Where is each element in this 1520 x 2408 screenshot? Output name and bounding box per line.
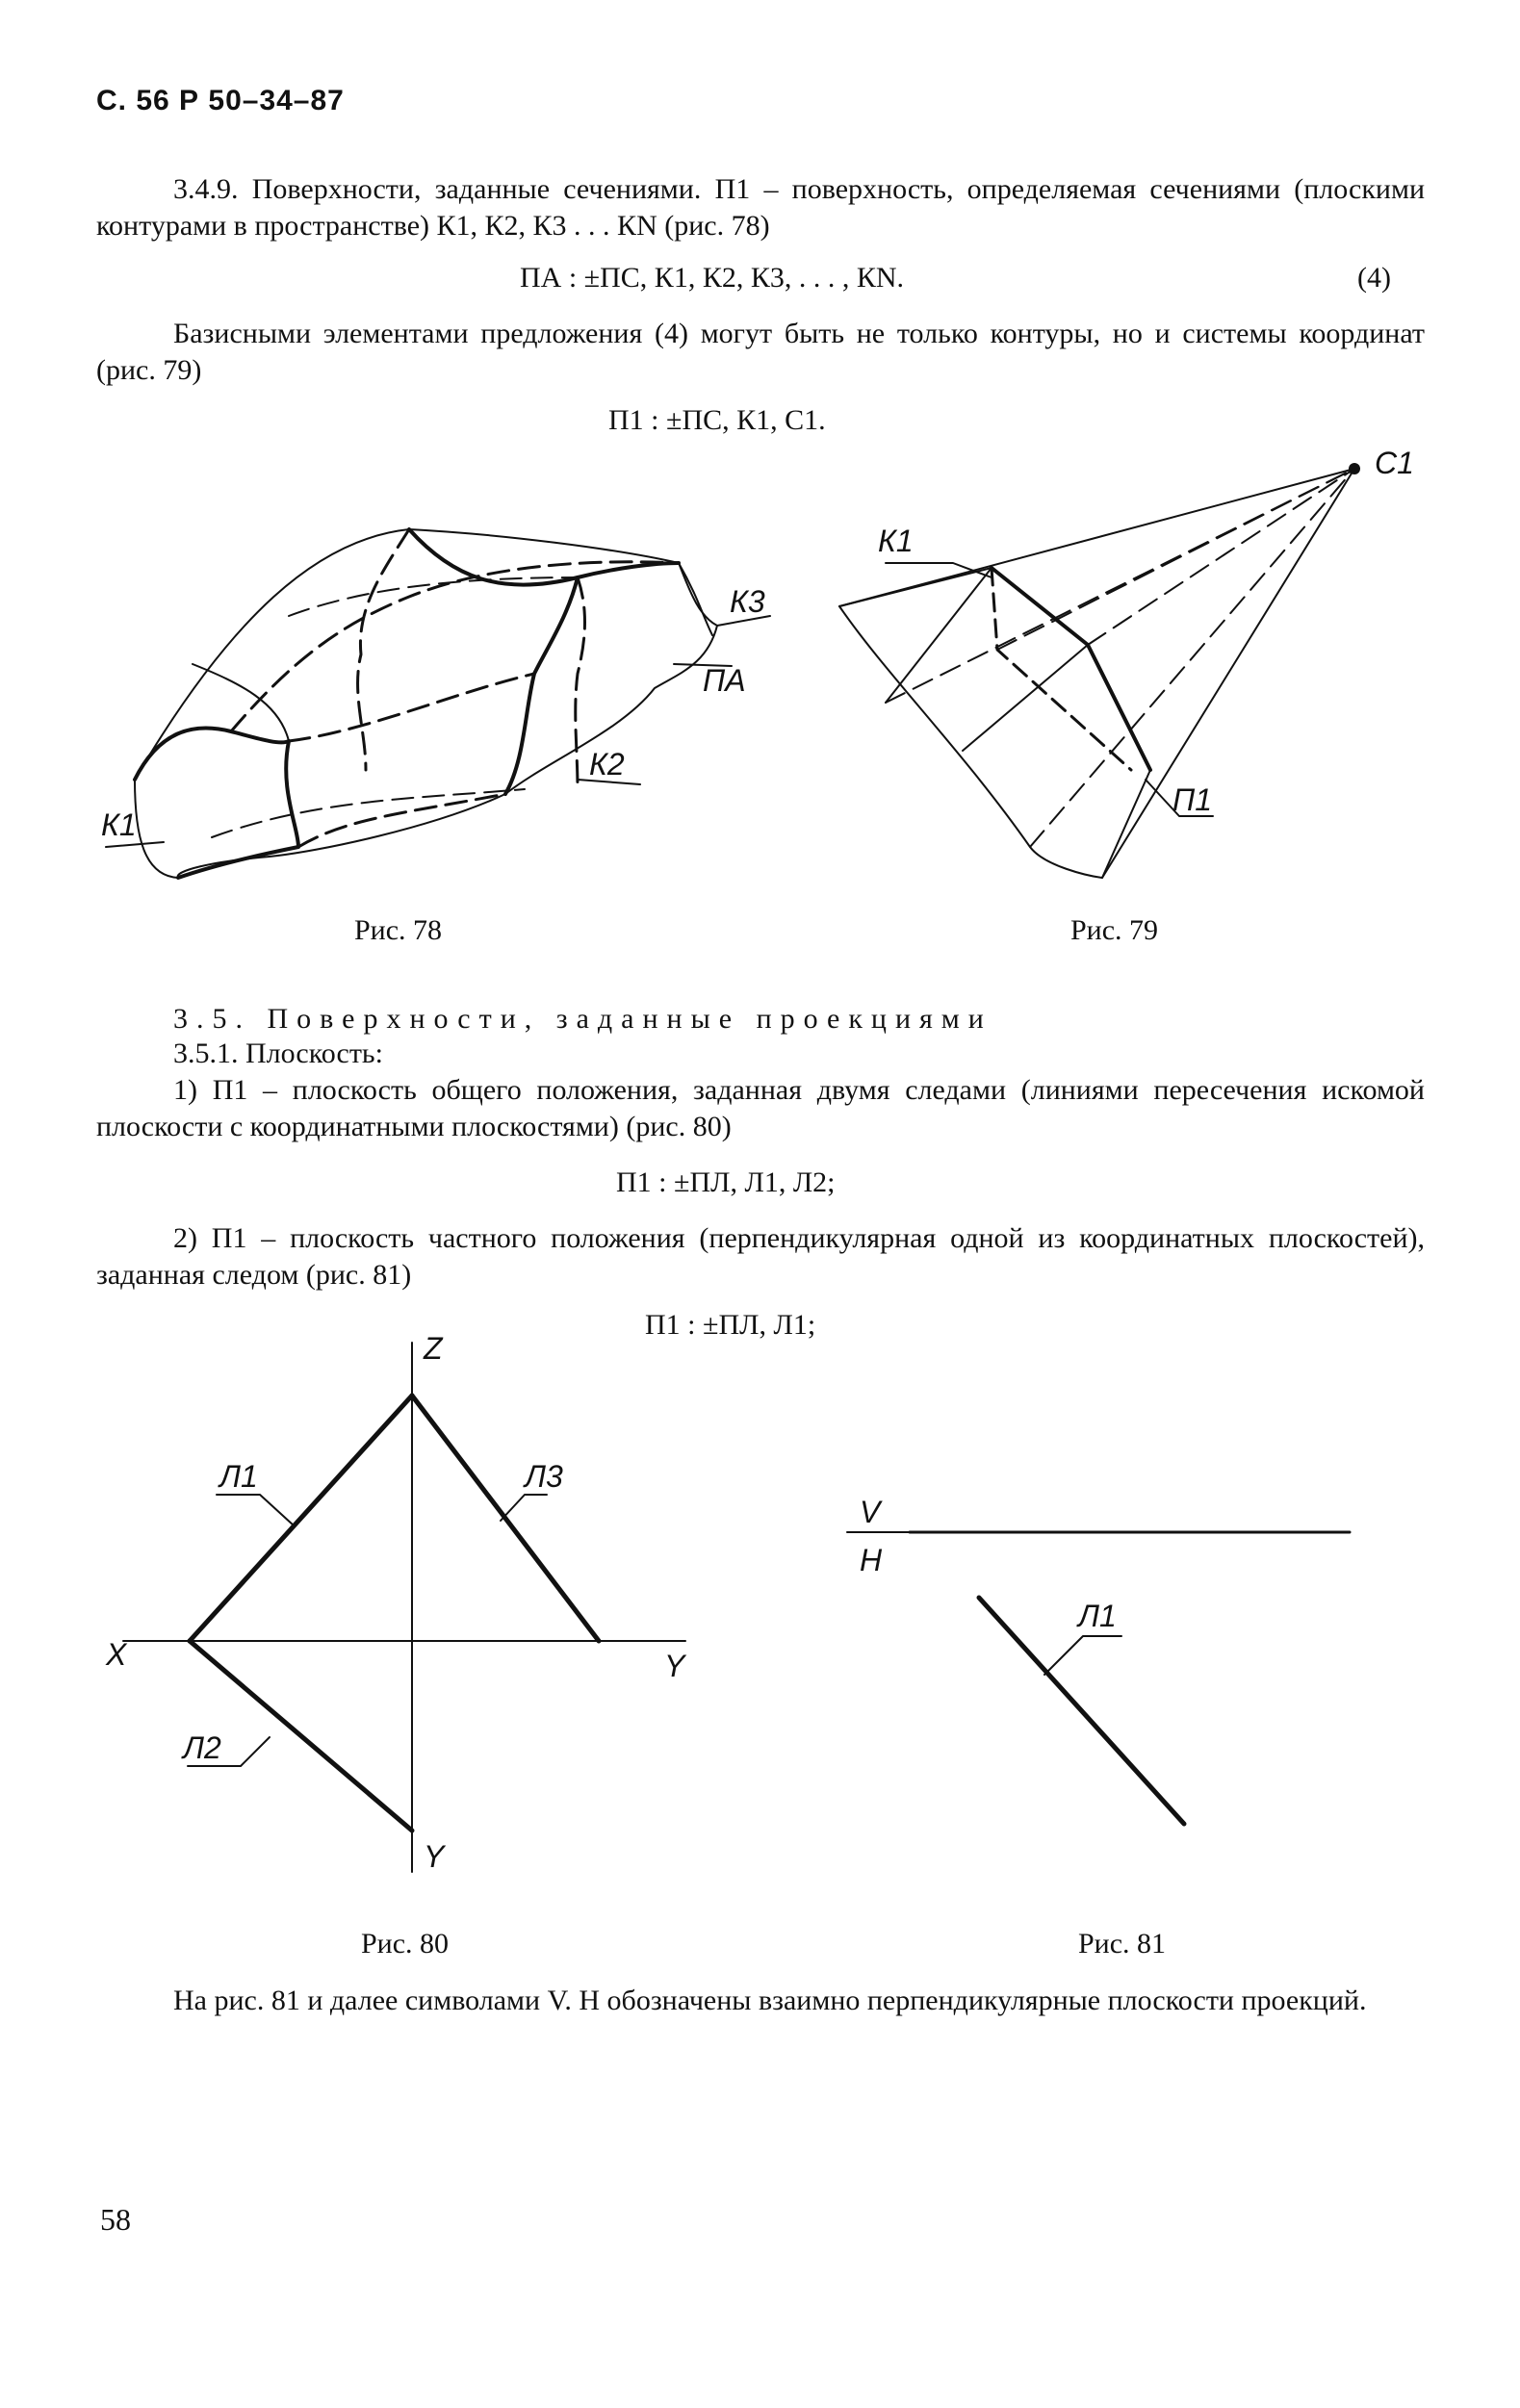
section-3-5-1: 3.5.1. Плоскость: — [173, 1037, 383, 1069]
fig80-axes — [123, 1343, 685, 1872]
fig78-label-k3: К3 — [730, 584, 765, 619]
fig80-caption: Рис. 80 — [361, 1928, 450, 1960]
fig78-caption: Рис. 78 — [354, 914, 443, 946]
fig80-label-l1: Л1 — [219, 1459, 258, 1494]
fig81-caption: Рис. 81 — [1078, 1928, 1167, 1960]
formula-number: (4) — [1357, 262, 1391, 294]
page-number: 58 — [100, 2202, 131, 2237]
section-3-5-title: 3.5. Поверхности, заданные проекциями — [173, 1003, 992, 1035]
fig80-axis-x: X — [106, 1637, 127, 1672]
item-1: 1) П1 – плоскость общего положения, заданная двумя следами (линиями пересечения искомой плоскости с координатными плоскостями) (рис. 80) — [96, 1074, 1425, 1142]
fig81-label-h: Н — [860, 1543, 883, 1577]
fig79-caption: Рис. 79 — [1070, 914, 1159, 946]
footer-note: На рис. 81 и далее символами V. Н обозначены взаимно перпендикулярные плоскости проекций. — [173, 1985, 1367, 2016]
fig80-label-l2: Л2 — [183, 1730, 221, 1765]
formula-item2: П1 : ±ПЛ, Л1; — [645, 1309, 816, 1341]
fig79-label-k1: К1 — [878, 524, 914, 558]
fig79-label-p1: П1 — [1172, 782, 1212, 817]
fig80-axis-y-bottom: Y — [424, 1839, 445, 1874]
fig80-label-l3: Л3 — [525, 1459, 563, 1494]
fig78-label-pa: ПА — [703, 663, 746, 698]
fig81-drawing — [847, 1532, 1350, 1824]
item-2: 2) П1 – плоскость частного положения (перпендикулярная одной из координатных плоскостей), заданная следом (рис. 81) — [96, 1222, 1425, 1291]
fig81-label-v: V — [860, 1495, 881, 1529]
page-header: С. 56 Р 50–34–87 — [96, 85, 345, 116]
fig81-label-l1: Л1 — [1078, 1599, 1117, 1633]
formula-p1-c1: П1 : ±ПС, К1, С1. — [608, 404, 826, 436]
fig78-label-k1: К1 — [101, 807, 137, 842]
formula-item1: П1 : ±ПЛ, Л1, Л2; — [616, 1166, 836, 1198]
formula-4: ПА : ±ПС, К1, К2, К3, . . . , КN. — [520, 262, 905, 294]
paragraph-3-4-9: 3.4.9. Поверхности, заданные сечениями. П1 – поверхность, определяемая сечениями (плоскими контурами в пространстве) К1, К2, К3 . . . КN (рис. 78) — [96, 173, 1425, 242]
fig80-axis-z: Z — [424, 1331, 443, 1366]
fig79-label-c1: С1 — [1375, 446, 1414, 480]
fig80-axis-y-right: Y — [664, 1649, 685, 1683]
paragraph-basis: Базисными элементами предложения (4) могут быть не только контуры, но и системы координат (рис. 79) — [96, 318, 1425, 386]
fig78-label-k2: К2 — [589, 747, 625, 781]
